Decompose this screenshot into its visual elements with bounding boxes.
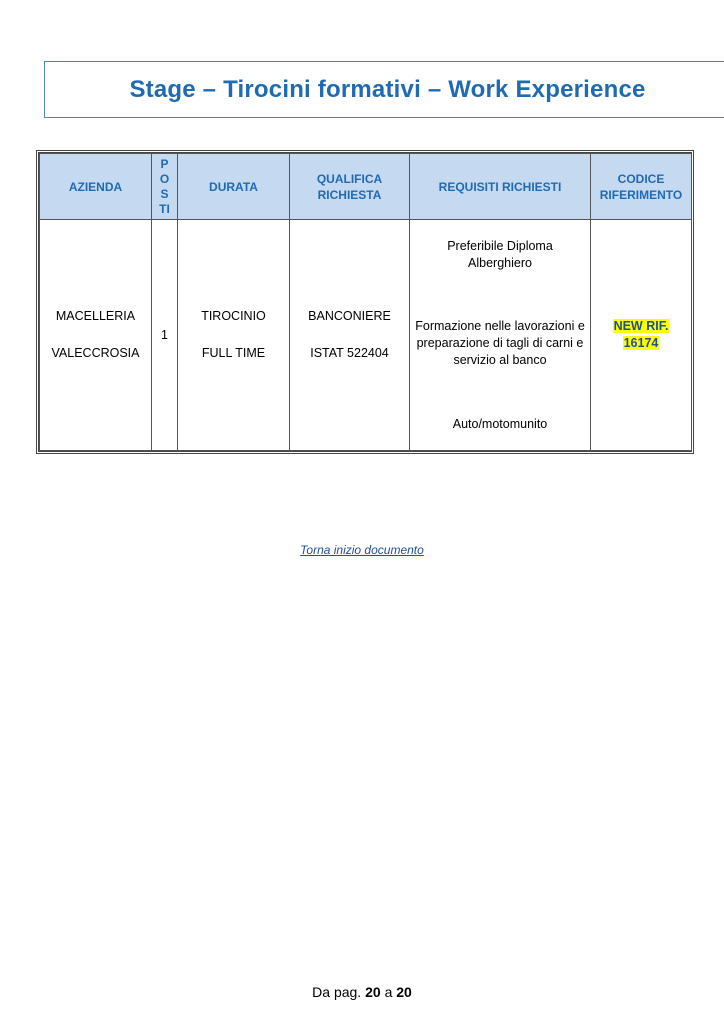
qualifica-istat: ISTAT 522404 [310, 346, 389, 360]
header-azienda: AZIENDA [40, 154, 152, 220]
page-title-box [44, 61, 724, 118]
page-footer [0, 984, 724, 1000]
header-posti-letter: TI [159, 201, 170, 216]
footer-separator: a [384, 984, 393, 1000]
requisito-item: Preferibile Diploma Alberghiero [447, 238, 553, 270]
spacer [294, 325, 405, 345]
header-codice-line: CODICE [617, 171, 665, 186]
cell-posti: 1 [152, 220, 178, 451]
cell-qualifica [290, 220, 410, 451]
requisito-item: Formazione nelle lavorazioni e preparazione di tagli di carni e servizio al banco [415, 318, 585, 367]
jobs-table [39, 153, 692, 451]
codice-label: NEW RIF. [613, 319, 669, 333]
table-header-row [40, 154, 692, 220]
footer-prefix: Da pag. [312, 984, 362, 1000]
cell-codice [591, 220, 692, 451]
requisito-item: Auto/motomunito [452, 416, 548, 431]
azienda-name: MACELLERIA [55, 309, 136, 323]
footer-page-from: 20 [365, 984, 381, 1000]
durata-time: FULL TIME [201, 346, 266, 360]
qualifica-role: BANCONIERE [308, 309, 391, 323]
table-row [40, 220, 692, 451]
header-posti-letter: P [160, 156, 169, 171]
durata-type: TIROCINIO [201, 309, 266, 323]
cell-requisiti [410, 220, 591, 451]
cell-durata [178, 220, 290, 451]
footer-page-to: 20 [396, 984, 412, 1000]
header-posti-letter: O [159, 171, 170, 186]
azienda-location: VALECCROSIA [51, 346, 140, 360]
header-codice-line: RIFERIMENTO [599, 187, 683, 202]
jobs-table-frame [36, 150, 694, 454]
page-title: Stage – Tirocini formativi – Work Experience [129, 75, 646, 103]
header-requisiti: REQUISITI RICHIESTI [410, 154, 591, 220]
spacer [182, 325, 285, 345]
spacer [44, 325, 147, 345]
header-qualifica [290, 154, 410, 220]
header-durata: DURATA [178, 154, 290, 220]
codice-number: 16174 [623, 336, 659, 350]
header-qualifica-line: RICHIESTA [317, 187, 382, 202]
header-posti-letter: S [160, 186, 169, 201]
back-to-top-link[interactable]: Torna inizio documento [300, 543, 424, 557]
cell-azienda [40, 220, 152, 451]
header-codice [591, 154, 692, 220]
header-qualifica-line: QUALIFICA [316, 171, 383, 186]
header-posti [152, 154, 178, 220]
